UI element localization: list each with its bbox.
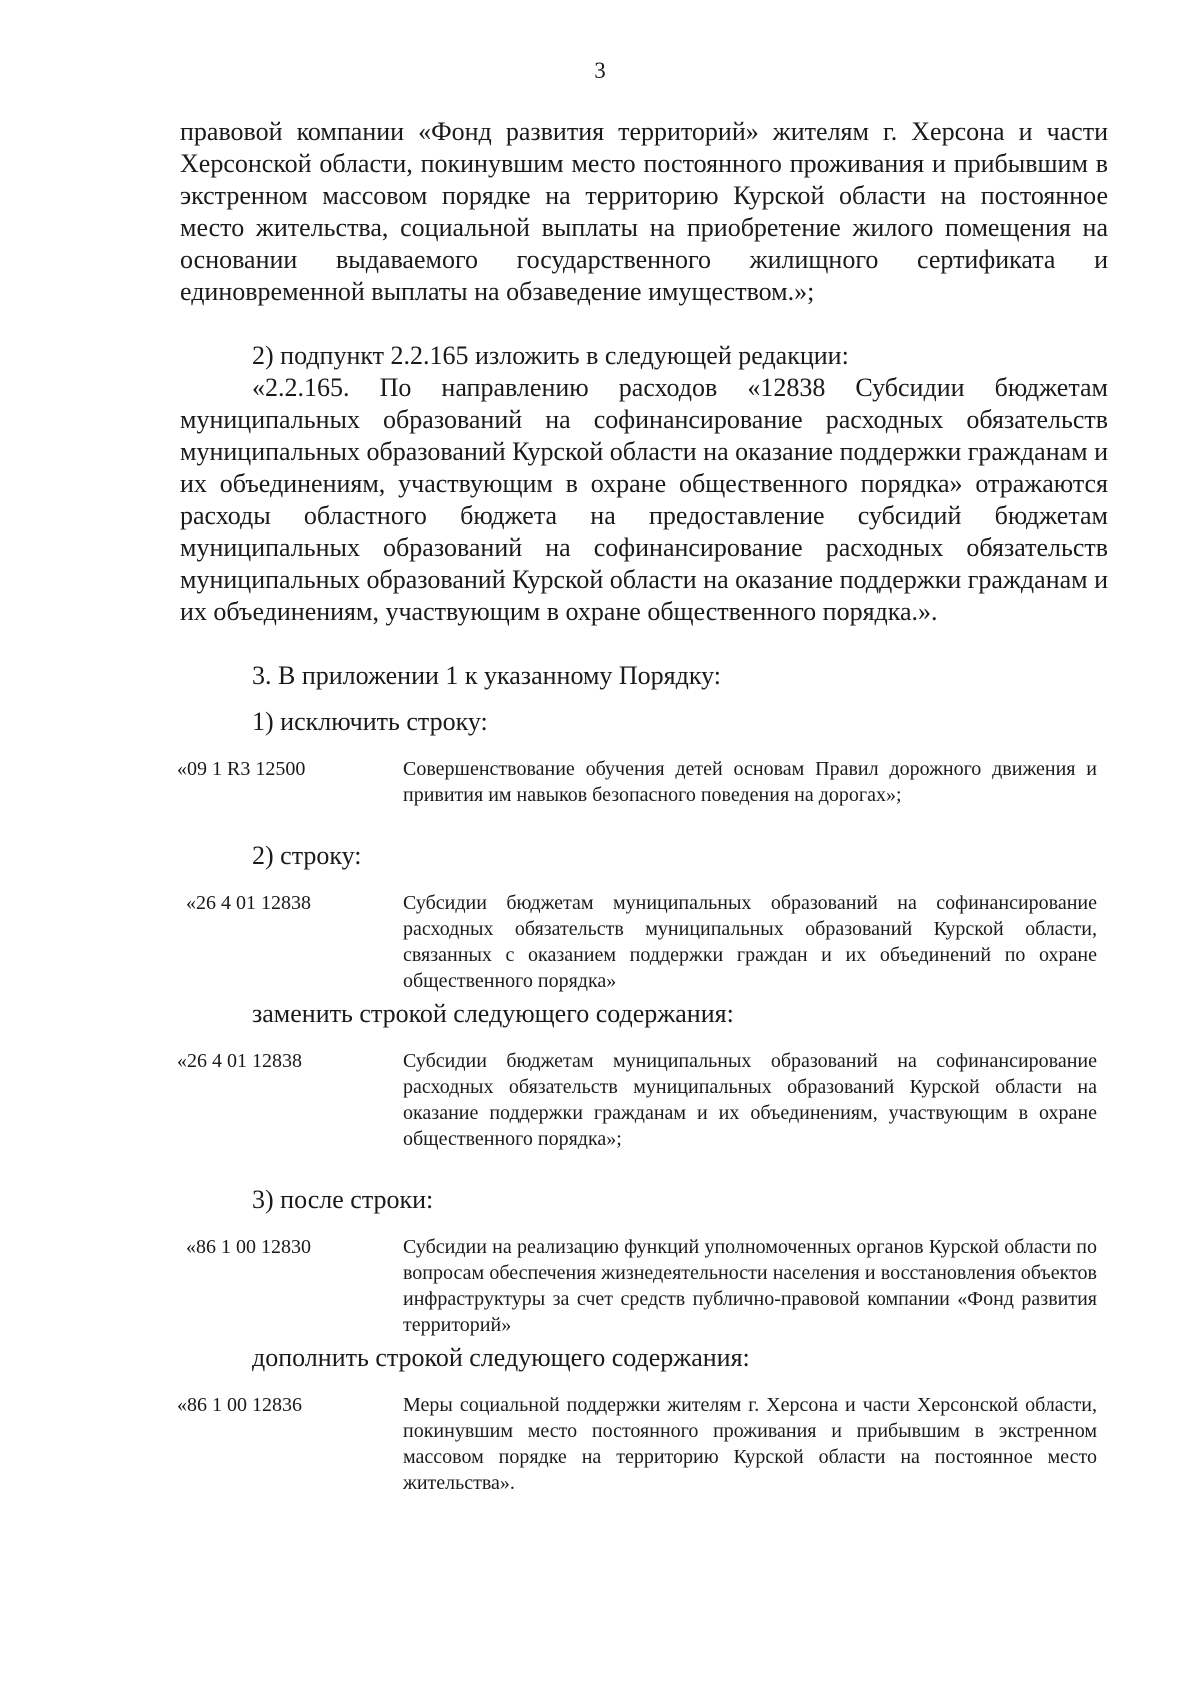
paragraph-replace-with: заменить строкой следующего содержания: [252,999,734,1028]
row-description: Меры социальной поддержки жителям г. Херсона и части Херсонской области, покинувшим место постоянного проживания и прибывшим в экстренном массовом порядке на территорию Курской области на постоянное место жительства». [403,1394,1097,1494]
row-description: Субсидии бюджетам муниципальных образований на софинансирование расходных обязательств муниципальных образований Курской области на оказание поддержки гражданам и их объединениям, участвующим в охране общественного порядка»; [403,1050,1097,1150]
row-code: «26 4 01 12838 [177,1050,302,1072]
paragraph-subitem-2: 2) подпункт 2.2.165 изложить в следующей редакции: [252,341,849,370]
row-code: «86 1 00 12836 [177,1394,302,1416]
row-code: «86 1 00 12830 [186,1236,311,1258]
row-description: Совершенствование обучения детей основам Правил дорожного движения и привития им навыков безопасного поведения на дорогах»; [403,758,1097,806]
row-description: Субсидии на реализацию функций уполномоченных органов Курской области по вопросам обеспечения жизнедеятельности населения и восстановления объектов инфраструктуры за счет средств публично-правовой компании «Фонд развития территорий» [403,1236,1097,1336]
row-description: Субсидии бюджетам муниципальных образований на софинансирование расходных обязательств муниципальных образований Курской области, связанных с оказанием поддержки граждан и их объединений по охране общественного порядка» [403,892,1097,992]
row-code: «26 4 01 12838 [186,892,311,914]
paragraph-2-2-165: «2.2.165. По направлению расходов «12838 Субсидии бюджетам муниципальных образований на софинансирование расходных обязательств муниципальных образований Курской области на оказание поддержки гражданам и их объединениям, участвующим в охране общественного порядка» отражаются расходы областного бюджета на предоставление субсидий бюджетам муниципальных образований на софинансирование расходных обязательств муниципальных образований Курской области на оказание поддержки гражданам и их объединениям, участвующим в охране общественного порядка.». [180,373,1109,626]
paragraph-exclude-row: 1) исключить строку: [252,707,488,736]
row-code: «09 1 R3 12500 [177,758,306,780]
paragraph-continuation: правовой компании «Фонд развития территорий» жителям г. Херсона и части Херсонской области, покинувшим место постоянного проживания и прибывшим в экстренном массовом порядке на территорию Курской области на постоянное место жительства, социальной выплаты на приобретение жилого помещения на основании выдаваемого государственного жилищного сертификата и единовременной выплаты на обзаведение имуществом.»; [180,117,1108,306]
paragraph-add-row: дополнить строкой следующего содержания: [252,1343,750,1372]
paragraph-row-to-replace: 2) строку: [252,841,362,870]
paragraph-after-row: 3) после строки: [252,1185,434,1214]
page-number: 3 [594,58,606,83]
paragraph-item-3: 3. В приложении 1 к указанному Порядку: [252,661,722,690]
